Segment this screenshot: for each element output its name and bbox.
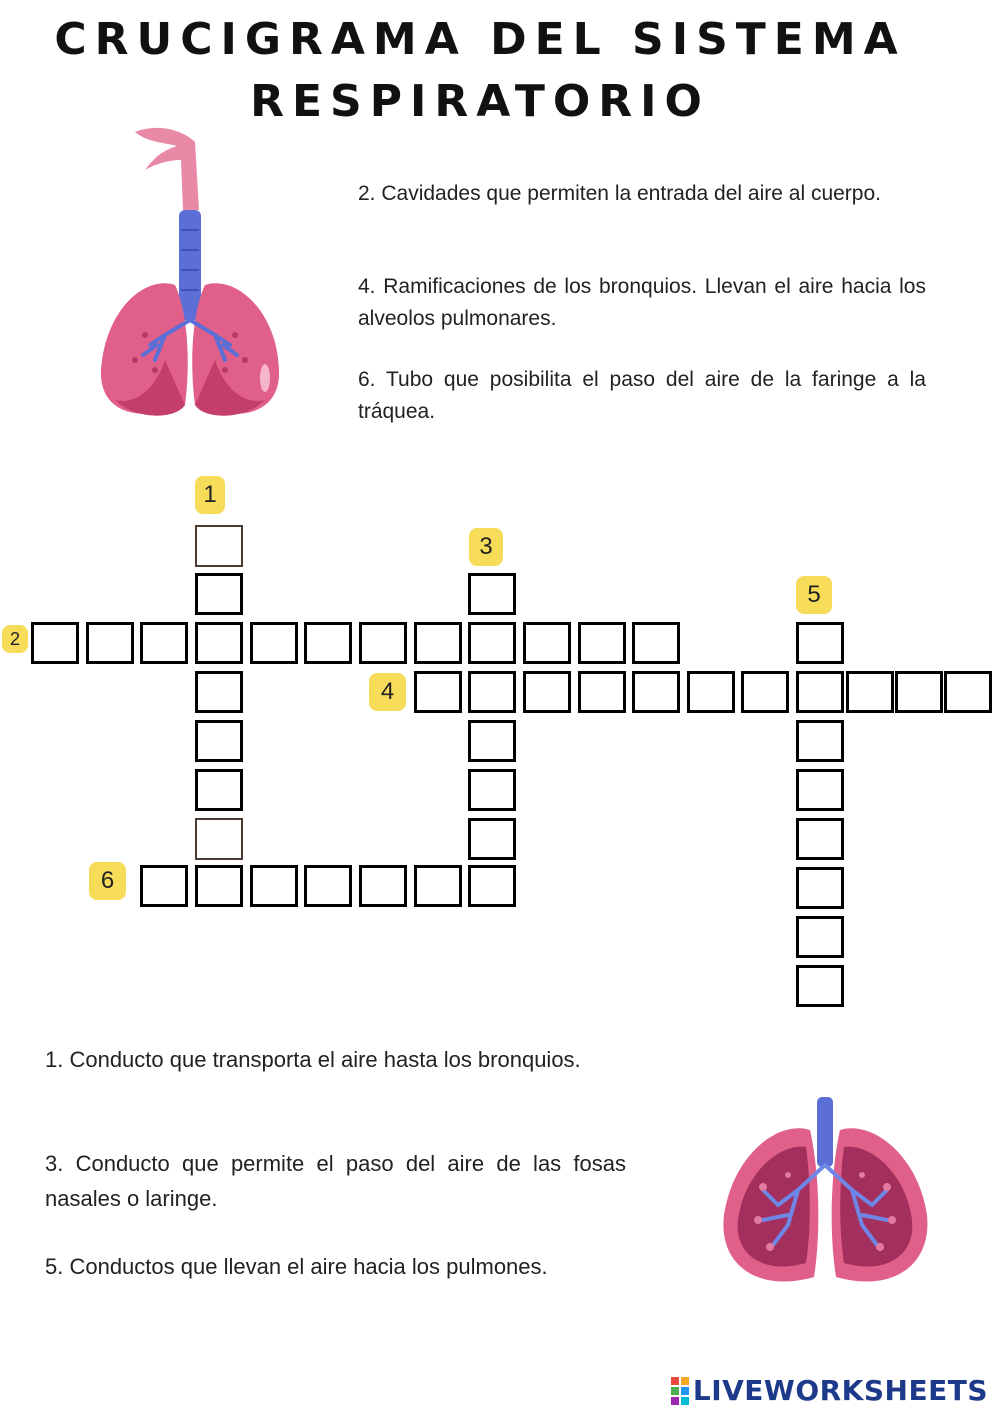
cell-1-7[interactable] [195, 818, 243, 860]
cell-6-7[interactable] [468, 865, 516, 907]
cell-4-1[interactable] [414, 671, 462, 713]
cell-4-9[interactable] [846, 671, 894, 713]
clue-5: 5. Conductos que llevan el aire hacia los pulmones. [45, 1254, 548, 1279]
cell-4-3[interactable] [523, 671, 571, 713]
clue-3: 3. Conducto que permite el paso del aire de las fosas nasales o laringe. [45, 1151, 626, 1211]
cell-4-5[interactable] [632, 671, 680, 713]
cell-1-4[interactable] [195, 671, 243, 713]
cell-2-4[interactable] [195, 622, 243, 664]
cell-5-1[interactable] [796, 622, 844, 664]
cell-3-6[interactable] [468, 818, 516, 860]
clue-number-5: 5 [796, 576, 832, 614]
cell-4-6[interactable] [687, 671, 735, 713]
clue-4: 4. Ramificaciones de los bronquios. Llevan el aire hacia los alveolos pulmonares. [358, 275, 926, 330]
cell-1-5[interactable] [195, 720, 243, 762]
cell-4-11[interactable] [944, 671, 992, 713]
lungs-bronchi-icon [718, 1095, 933, 1295]
cell-2-10[interactable] [523, 622, 571, 664]
cell-3-5[interactable] [468, 769, 516, 811]
cell-5-4[interactable] [796, 769, 844, 811]
clue-number-6: 6 [89, 862, 126, 900]
clue-1: 1. Conducto que transporta el aire hasta los bronquios. [45, 1047, 581, 1072]
cell-1-6[interactable] [195, 769, 243, 811]
cell-1-1[interactable] [195, 525, 243, 567]
cell-5-6[interactable] [796, 867, 844, 909]
clue-number-1: 1 [195, 476, 225, 514]
cell-6-2[interactable] [195, 865, 243, 907]
cell-2-12[interactable] [632, 622, 680, 664]
cell-3-3[interactable] [468, 671, 516, 713]
cell-2-11[interactable] [578, 622, 626, 664]
cell-3-1[interactable] [468, 573, 516, 615]
cell-6-1[interactable] [140, 865, 188, 907]
clue-2: 2. Cavidades que permiten la entrada del aire al cuerpo. [358, 182, 881, 205]
cell-5-3[interactable] [796, 720, 844, 762]
cell-2-8[interactable] [414, 622, 462, 664]
cell-2-3[interactable] [140, 622, 188, 664]
worksheet-title-line1: CRUCIGRAMA DEL SISTEMA [54, 14, 906, 65]
liveworksheets-logo-icon [671, 1377, 689, 1405]
clue-number-4: 4 [369, 673, 406, 711]
cell-4-8[interactable] [796, 671, 844, 713]
cell-5-5[interactable] [796, 818, 844, 860]
liveworksheets-brand-text: LIVEWORKSHEETS [692, 1374, 988, 1407]
cell-1-2[interactable] [195, 573, 243, 615]
cell-4-4[interactable] [578, 671, 626, 713]
cell-4-7[interactable] [741, 671, 789, 713]
cell-6-3[interactable] [250, 865, 298, 907]
cell-2-7[interactable] [359, 622, 407, 664]
cell-6-6[interactable] [414, 865, 462, 907]
cell-3-4[interactable] [468, 720, 516, 762]
cell-5-7[interactable] [796, 916, 844, 958]
cell-2-2[interactable] [86, 622, 134, 664]
clue-number-3: 3 [469, 528, 503, 566]
cell-6-4[interactable] [304, 865, 352, 907]
lungs-with-trachea-icon [95, 120, 295, 430]
cell-2-9[interactable] [468, 622, 516, 664]
cell-2-5[interactable] [250, 622, 298, 664]
cell-6-5[interactable] [359, 865, 407, 907]
cell-4-10[interactable] [895, 671, 943, 713]
worksheet-title-line2: RESPIRATORIO [250, 76, 710, 127]
clue-number-2: 2 [2, 625, 28, 653]
cell-2-1[interactable] [31, 622, 79, 664]
liveworksheets-logo[interactable] [671, 1374, 988, 1407]
cell-2-6[interactable] [304, 622, 352, 664]
clue-6: 6. Tubo que posibilita el paso del aire de la faringe a la tráquea. [358, 368, 926, 423]
cell-5-8[interactable] [796, 965, 844, 1007]
